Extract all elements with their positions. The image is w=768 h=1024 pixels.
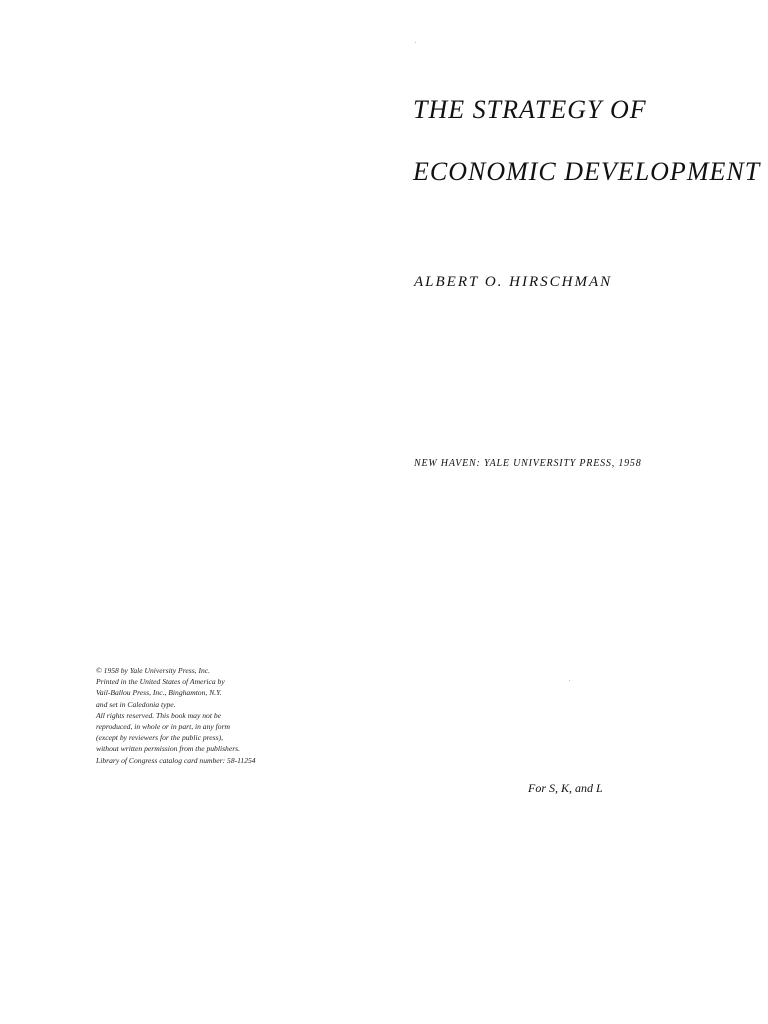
- scan-speck: [415, 42, 416, 43]
- copyright-line: Library of Congress catalog card number: 58-11254: [96, 755, 256, 765]
- book-title-line-2: ECONOMIC DEVELOPMENT: [413, 157, 761, 186]
- copyright-line: Vail-Ballou Press, Inc., Binghamton, N.Y.: [96, 688, 222, 698]
- copyright-notice: [96, 665, 326, 766]
- copyright-line: without written permission from the publishers.: [96, 744, 241, 754]
- scan-speck: [569, 680, 570, 681]
- dedication: For S, K, and L: [528, 781, 603, 795]
- copyright-line: reproduced, in whole or in part, in any form: [96, 722, 231, 732]
- copyright-line: and set in Caledonia type.: [96, 699, 176, 709]
- copyright-line: © 1958 by Yale University Press, Inc.: [96, 666, 211, 675]
- publisher-imprint: NEW HAVEN: YALE UNIVERSITY PRESS, 1958: [414, 458, 642, 469]
- book-title-line-1: THE STRATEGY OF: [413, 95, 647, 124]
- copyright-line: Printed in the United States of America by: [96, 677, 225, 687]
- author-name: ALBERT O. HIRSCHMAN: [414, 274, 613, 290]
- copyright-line: (except by reviewers for the public press),: [96, 733, 224, 743]
- copyright-line: All rights reserved. This book may not be: [96, 710, 222, 720]
